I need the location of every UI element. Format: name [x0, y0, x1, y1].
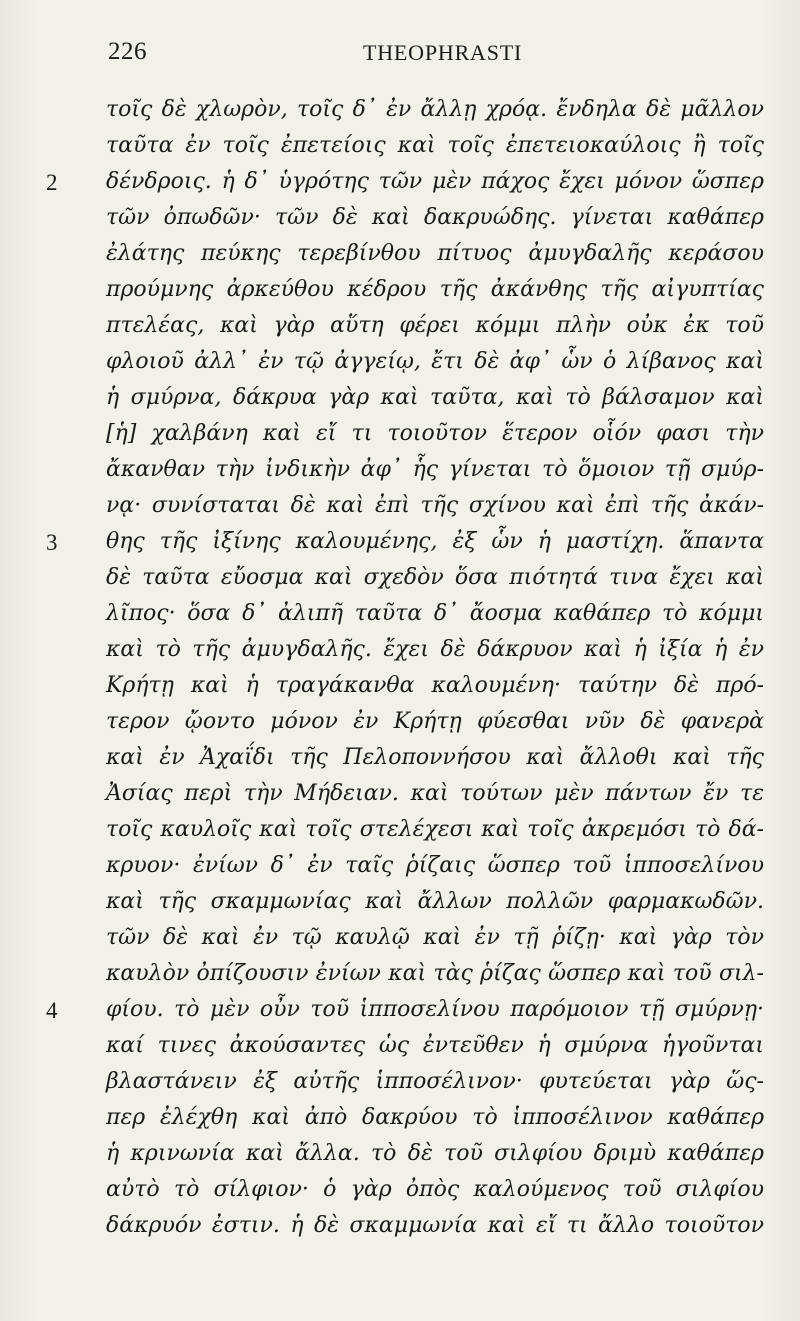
text-line [0, 238, 800, 274]
section-number: 3 [46, 530, 58, 555]
line-text: Ἀσίας περὶ τὴν Μήδειαν. καὶ τούτων μὲν πάντων ἔν τε [106, 781, 764, 806]
text-line [0, 490, 800, 526]
text-line [0, 1030, 800, 1066]
text-line [0, 166, 800, 202]
text-line [0, 598, 800, 634]
text-line [0, 814, 800, 850]
text-line [0, 130, 800, 166]
line-text: Κρήτῃ καὶ ἡ τραγάκανθα καλουμένη· ταύτην δὲ πρό- [106, 673, 764, 698]
section-number: 4 [46, 998, 58, 1023]
text-line [0, 382, 800, 418]
text-line [0, 1102, 800, 1138]
line-text: ἄκανθαν τὴν ἰνδικὴν ἀφ᾽ ἧς γίνεται τὸ ὅμοιον τῇ σμύρ- [106, 457, 764, 482]
line-text: φλοιοῦ ἀλλ᾽ ἐν τῷ ἀγγείῳ, ἔτι δὲ ἀφ᾽ ὧν ὁ λίβανος καὶ [106, 349, 764, 374]
line-text: πτελέας, καὶ γὰρ αὕτη φέρει κόμμι πλὴν οὐκ ἐκ τοῦ [106, 313, 764, 338]
line-text: ἡ σμύρνα, δάκρυα γὰρ καὶ ταῦτα, καὶ τὸ βάλσαμον καὶ [106, 385, 764, 410]
line-text: καυλὸν ὀπίζουσιν ἐνίων καὶ τὰς ῥίζας ὥσπερ καὶ τοῦ σιλ- [106, 961, 764, 986]
line-text: ἐλάτης πεύκης τερεβίνθου πίτυος ἀμυγδαλῆς κεράσου [106, 241, 764, 266]
text-line [0, 670, 800, 706]
text-line [0, 526, 800, 562]
text-line [0, 634, 800, 670]
page-header [0, 38, 800, 74]
line-text: τοῖς δὲ χλωρὸν, τοῖς δ᾽ ἐν ἄλλῃ χρόᾳ. ἔνδηλα δὲ μᾶλλον [106, 97, 764, 122]
line-text: περ ἐλέχθη καὶ ἀπὸ δακρύου τὸ ἱπποσέλινον καθάπερ [106, 1105, 764, 1130]
text-line [0, 922, 800, 958]
line-text: καὶ ἐν Ἀχαΐδι τῆς Πελοποννήσου καὶ ἄλλοθι καὶ τῆς [106, 745, 764, 770]
line-text: καὶ τῆς σκαμμωνίας καὶ ἄλλων πολλῶν φαρμακωδῶν. [106, 889, 764, 914]
line-text: αὐτὸ τὸ σίλφιον· ὁ γὰρ ὀπὸς καλούμενος τοῦ σιλφίου [106, 1177, 764, 1202]
line-text: θης τῆς ἰξίνης καλουμένης, ἐξ ὧν ἡ μαστίχη. ἅπαντα [106, 529, 764, 554]
section-number: 2 [46, 170, 58, 195]
line-text: δὲ ταῦτα εὔοσμα καὶ σχεδὸν ὅσα πιότητά τινα ἔχει καὶ [106, 565, 764, 590]
text-line [0, 850, 800, 886]
line-text: κρυον· ἐνίων δ᾽ ἐν ταῖς ῥίζαις ὥσπερ τοῦ ἱπποσελίνου [106, 853, 764, 878]
text-line [0, 346, 800, 382]
text-line [0, 1174, 800, 1210]
line-text: τερον ᾤοντο μόνον ἐν Κρήτῃ φύεσθαι νῦν δὲ φανερὰ [106, 709, 764, 734]
text-line [0, 94, 800, 130]
text-line [0, 742, 800, 778]
line-text: λῖπος· ὅσα δ᾽ ἀλιπῆ ταῦτα δ᾽ ἄοσμα καθάπερ τὸ κόμμι [106, 601, 764, 626]
text-line [0, 958, 800, 994]
text-line [0, 778, 800, 814]
line-text: τῶν δὲ καὶ ἐν τῷ καυλῷ καὶ ἐν τῇ ῥίζῃ· καὶ γὰρ τὸν [106, 925, 764, 950]
running-head: THEOPHRASTI [363, 40, 523, 65]
line-text: καί τινες ἀκούσαντες ὡς ἐντεῦθεν ἡ σμύρνα ἡγοῦνται [106, 1033, 764, 1058]
page-number: 226 [108, 38, 147, 65]
line-text: φίου. τὸ μὲν οὖν τοῦ ἱπποσελίνου παρόμοιον τῇ σμύρνῃ· [106, 997, 764, 1022]
line-text: [ἡ] χαλβάνη καὶ εἴ τι τοιοῦτον ἕτερον οἷόν φασι τὴν [106, 421, 764, 446]
line-text: ἡ κρινωνία καὶ ἄλλα. τὸ δὲ τοῦ σιλφίου δριμὺ καθάπερ [106, 1141, 764, 1166]
line-text: καὶ τὸ τῆς ἀμυγδαλῆς. ἔχει δὲ δάκρυον καὶ ἡ ἰξία ἡ ἐν [106, 637, 764, 662]
text-line [0, 994, 800, 1030]
line-text: δάκρυόν ἐστιν. ἡ δὲ σκαμμωνία καὶ εἴ τι ἄλλο τοιοῦτον [106, 1213, 764, 1238]
text-line [0, 886, 800, 922]
text-line [0, 418, 800, 454]
text-line [0, 1138, 800, 1174]
text-line [0, 1066, 800, 1102]
text-line [0, 562, 800, 598]
line-text: προύμνης ἀρκεύθου κέδρου τῆς ἀκάνθης τῆς αἰγυπτίας [106, 277, 764, 302]
text-line [0, 274, 800, 310]
text-line [0, 202, 800, 238]
text-line [0, 1210, 800, 1246]
line-text: δένδροις. ἡ δ᾽ ὑγρότης τῶν μὲν πάχος ἔχει μόνον ὥσπερ [106, 169, 764, 194]
text-line [0, 454, 800, 490]
line-text: βλαστάνειν ἐξ αὐτῆς ἱπποσέλινον· φυτεύεται γὰρ ὥς- [106, 1069, 764, 1094]
text-block [0, 94, 800, 1246]
line-text: τῶν ὀπωδῶν· τῶν δὲ καὶ δακρυώδης. γίνεται καθάπερ [106, 205, 764, 230]
line-text: ταῦτα ἐν τοῖς ἐπετείοις καὶ τοῖς ἐπετειοκαύλοις ἢ τοῖς [106, 133, 764, 158]
line-text: τοῖς καυλοῖς καὶ τοῖς στελέχεσι καὶ τοῖς ἀκρεμόσι τὸ δά- [106, 817, 764, 842]
line-text: νᾳ· συνίσταται δὲ καὶ ἐπὶ τῆς σχίνου καὶ ἐπὶ τῆς ἀκάν- [106, 493, 764, 518]
text-line [0, 310, 800, 346]
text-line [0, 706, 800, 742]
